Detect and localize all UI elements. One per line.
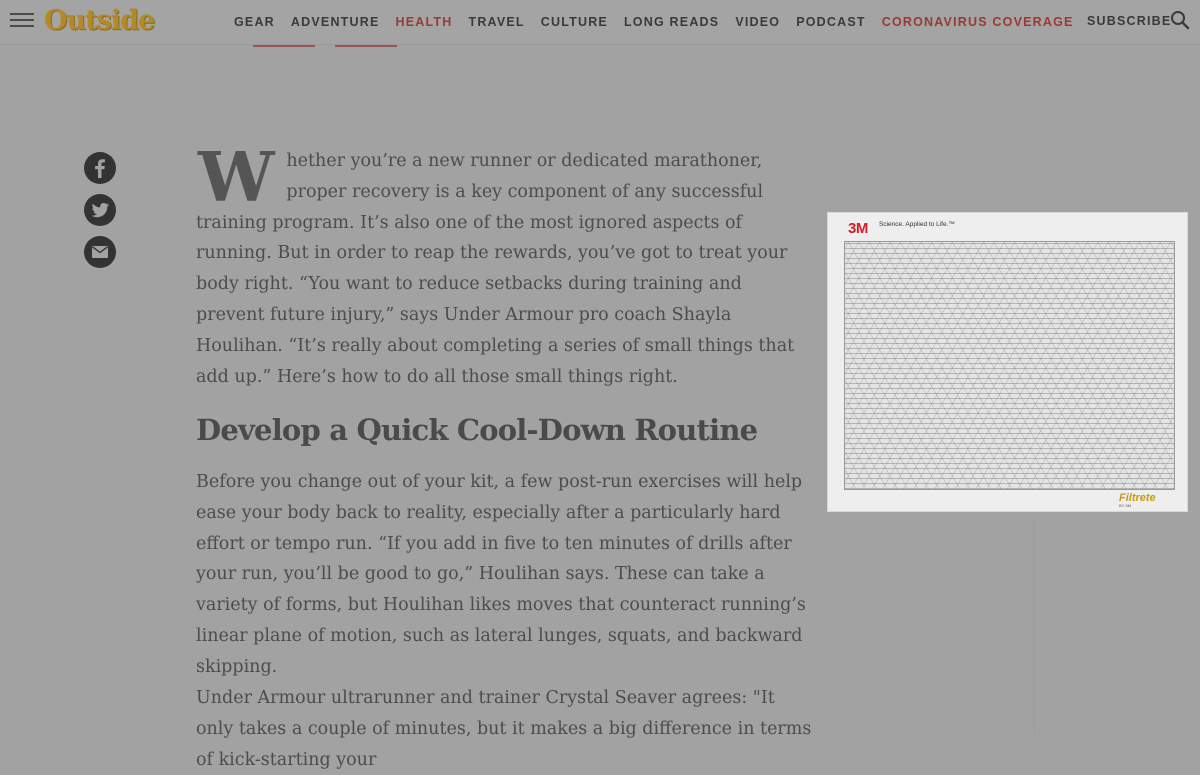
paragraph-text: Under Armour ultrarunner and trainer Crystal Seaver agrees: "It only takes a couple of minutes, but it makes a big difference in terms of kick-starting your [196, 688, 812, 770]
twitter-share-button[interactable] [84, 194, 116, 226]
facebook-share-button[interactable] [84, 152, 116, 184]
nav-item-culture[interactable]: CULTURE [540, 15, 608, 29]
nav-item-video[interactable]: VIDEO [735, 15, 781, 29]
nav-item-gear[interactable]: GEAR [234, 15, 275, 29]
main-nav [226, 0, 1082, 44]
site-logo[interactable]: Outside [44, 5, 155, 36]
hamburger-menu-icon[interactable] [10, 12, 34, 30]
site-header [0, 0, 1200, 45]
twitter-icon [84, 194, 116, 226]
email-share-button[interactable] [84, 236, 116, 268]
nav-item-travel[interactable]: TRAVEL [468, 15, 525, 29]
article-paragraph [196, 467, 816, 683]
ad-product-sublabel: BY 3M [1119, 503, 1131, 508]
nav-item-long-reads[interactable]: LONG READS [623, 15, 720, 29]
paragraph-text: Before you change out of your kit, a few post-run exercises will help ease your body back to reality, especially after a particularly hard effort or tempo run. “If you add in five to ten minutes of drills after your run, you’ll be good to go,” Houlihan says. These can take a variety of forms, but Houlihan likes moves that counteract running’s linear plane of motion, such as lateral lunges, squats, and backward skipping. [196, 472, 806, 677]
ad-product-logo: Filtrete [1119, 492, 1156, 504]
intro-text: hether you’re a new runner or dedicated marathoner, proper recovery is a key component of any successful training program. It’s also one of the most ignored aspects of running. But in order to reap the rewards, you’ve got to treat your body right. “You want to reduce setbacks during training and prevent future injury,” says Under Armour pro coach Shayla Houlihan. “It’s really about completing a series of small things that add up.” Here’s how to do all those small things right. [196, 151, 795, 387]
ad-filter-image [844, 241, 1175, 490]
subscribe-link[interactable]: SUBSCRIBE [1087, 14, 1172, 28]
sidebar-divider [1034, 520, 1035, 734]
article-paragraph-intro [196, 138, 796, 392]
ad-brand-logo: 3M [848, 220, 868, 237]
article-paragraph [196, 683, 816, 775]
nav-item-adventure[interactable]: ADVENTURE [290, 15, 380, 29]
facebook-icon [84, 152, 116, 184]
nav-item-health[interactable]: HEALTH [395, 15, 453, 29]
nav-item-podcast[interactable]: PODCAST [796, 15, 866, 29]
tag-underline [253, 45, 315, 47]
drop-cap: W [198, 138, 275, 218]
advertisement-banner[interactable] [827, 212, 1188, 512]
email-icon [84, 236, 116, 268]
search-icon[interactable] [1170, 10, 1190, 30]
section-heading: Develop a Quick Cool-Down Routine [196, 413, 758, 447]
ad-tagline: Science. Applied to Life.™ [879, 221, 955, 228]
nav-item-coronavirus-coverage[interactable]: CORONAVIRUS COVERAGE [881, 15, 1074, 29]
tag-underline [335, 45, 397, 47]
